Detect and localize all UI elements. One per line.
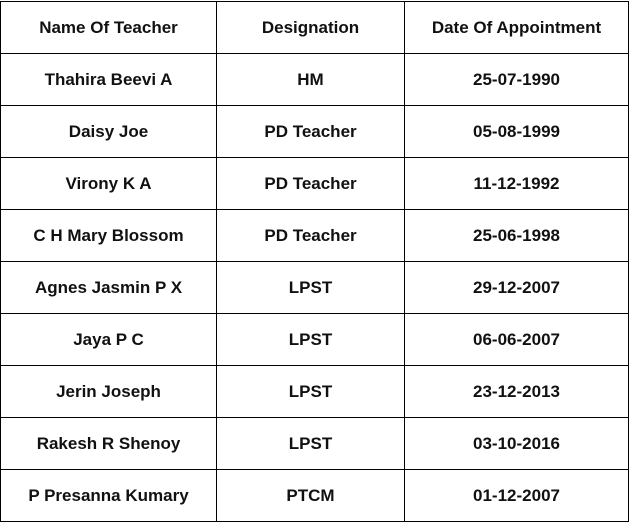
- table-row: [1, 262, 629, 314]
- table-row: [1, 158, 629, 210]
- table-row: [1, 366, 629, 418]
- appointment-date-cell: 11-12-1992: [405, 158, 629, 210]
- designation-cell: LPST: [217, 314, 405, 366]
- appointment-date-cell: 25-07-1990: [405, 54, 629, 106]
- teacher-name-cell: Daisy Joe: [1, 106, 217, 158]
- designation-cell: PD Teacher: [217, 158, 405, 210]
- teacher-name-cell: C H Mary Blossom: [1, 210, 217, 262]
- appointment-date-cell: 05-08-1999: [405, 106, 629, 158]
- appointment-date-cell: 25-06-1998: [405, 210, 629, 262]
- designation-cell: PTCM: [217, 470, 405, 522]
- designation-cell: LPST: [217, 366, 405, 418]
- appointment-date-cell: 01-12-2007: [405, 470, 629, 522]
- header-name-of-teacher: Name Of Teacher: [1, 2, 217, 54]
- teacher-name-cell: Virony K A: [1, 158, 217, 210]
- designation-cell: LPST: [217, 418, 405, 470]
- teacher-name-cell: Jaya P C: [1, 314, 217, 366]
- designation-cell: LPST: [217, 262, 405, 314]
- teacher-table-container: [0, 1, 629, 522]
- designation-cell: PD Teacher: [217, 210, 405, 262]
- table-row: [1, 314, 629, 366]
- teacher-table: [0, 1, 629, 522]
- appointment-date-cell: 03-10-2016: [405, 418, 629, 470]
- table-row: [1, 54, 629, 106]
- table-header-row: [1, 2, 629, 54]
- teacher-name-cell: Rakesh R Shenoy: [1, 418, 217, 470]
- designation-cell: PD Teacher: [217, 106, 405, 158]
- teacher-name-cell: P Presanna Kumary: [1, 470, 217, 522]
- header-date-of-appointment: Date Of Appointment: [405, 2, 629, 54]
- table-row: [1, 470, 629, 522]
- appointment-date-cell: 06-06-2007: [405, 314, 629, 366]
- teacher-name-cell: Jerin Joseph: [1, 366, 217, 418]
- table-row: [1, 210, 629, 262]
- teacher-name-cell: Thahira Beevi A: [1, 54, 217, 106]
- appointment-date-cell: 29-12-2007: [405, 262, 629, 314]
- designation-cell: HM: [217, 54, 405, 106]
- header-designation: Designation: [217, 2, 405, 54]
- table-row: [1, 418, 629, 470]
- table-row: [1, 106, 629, 158]
- appointment-date-cell: 23-12-2013: [405, 366, 629, 418]
- teacher-name-cell: Agnes Jasmin P X: [1, 262, 217, 314]
